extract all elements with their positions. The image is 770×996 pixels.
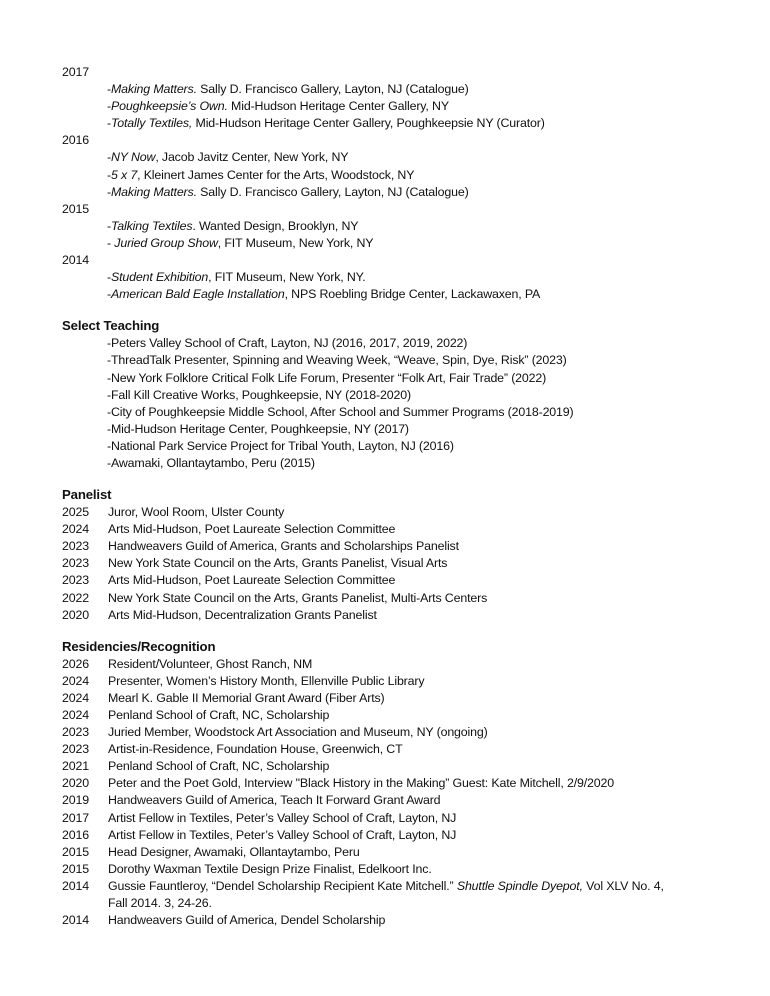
teaching-item: -Awamaki, Ollantaytambo, Peru (2015): [107, 455, 315, 470]
exhibitions-section: [62, 64, 762, 303]
panelist-row: [62, 607, 762, 624]
row-text: Artist Fellow in Textiles, Peter’s Valley School of Craft, Layton, NJ: [108, 810, 457, 825]
row-year: 2023: [62, 539, 89, 554]
teaching-item: -ThreadTalk Presenter, Spinning and Weaving Week, “Weave, Spin, Dye, Risk” (2023): [107, 353, 567, 368]
panelist-row: [62, 590, 762, 607]
section-heading-teaching: Select Teaching: [62, 318, 160, 334]
cv-page: [62, 64, 762, 929]
row-year: 2023: [62, 725, 89, 740]
exhibition-year: 2014: [62, 253, 89, 268]
row-year: 2026: [62, 656, 89, 671]
row-year: 2024: [62, 708, 89, 722]
row-year: 2017: [62, 810, 89, 825]
row-text: Arts Mid-Hudson, Poet Laureate Selection Committee: [108, 573, 396, 588]
row-year: 2023: [62, 573, 89, 588]
row-text: Juried Member, Woodstock Art Association and Museum, NY (ongoing): [108, 725, 488, 740]
panelist-row: [62, 538, 762, 555]
exhibition-item: -Totally Textiles, Mid-Hudson Heritage Center Gallery, Poughkeepsie NY (Curator): [107, 116, 545, 131]
row-text: Handweavers Guild of America, Grants and Scholarships Panelist: [108, 539, 459, 554]
teaching-item: -New York Folklore Critical Folk Life Forum, Presenter “Folk Art, Fair Trade” (2022): [107, 370, 547, 385]
panelist-section: [62, 486, 762, 624]
citation-row: [62, 878, 762, 895]
residency-row: [62, 810, 762, 827]
residency-row: [62, 690, 762, 707]
row-text: New York State Council on the Arts, Grants Panelist, Multi-Arts Centers: [108, 590, 488, 605]
panelist-row: [62, 572, 762, 589]
row-text: Penland School of Craft, NC, Scholarship: [108, 759, 330, 774]
exhibition-year: 2016: [62, 133, 89, 148]
exhibition-item: -Talking Textiles. Wanted Design, Brooklyn, NY: [107, 218, 359, 233]
row-text: Presenter, Women’s History Month, Ellenville Public Library: [108, 673, 425, 688]
row-year: 2024: [62, 522, 89, 537]
residency-row: [62, 844, 762, 861]
row-year: 2021: [62, 759, 89, 774]
exhibition-item: -Making Matters. Sally D. Francisco Gallery, Layton, NJ (Catalogue): [107, 82, 469, 97]
residency-row: [62, 775, 762, 792]
row-text: Dorothy Waxman Textile Design Prize Finalist, Edelkoort Inc.: [108, 861, 432, 876]
teaching-section: [62, 317, 762, 472]
panelist-row: [62, 504, 762, 521]
exhibition-year: 2015: [62, 201, 89, 216]
exhibition-item: -American Bald Eagle Installation, NPS Roebling Bridge Center, Lackawaxen, PA: [107, 287, 541, 302]
row-year: 2016: [62, 827, 89, 842]
teaching-item: -Fall Kill Creative Works, Poughkeepsie, NY (2018-2020): [107, 387, 411, 402]
residency-row: [62, 724, 762, 741]
row-text: Head Designer, Awamaki, Ollantaytambo, Peru: [108, 844, 360, 859]
row-text: Peter and the Poet Gold, Interview "Black History in the Making” Guest: Kate Mitchell, 2/9/2020: [108, 776, 614, 791]
row-year: 2024: [62, 690, 89, 705]
row-year: 2023: [62, 556, 89, 571]
row-year: 2025: [62, 505, 89, 520]
row-year: 2015: [62, 844, 89, 859]
row-year: 2015: [62, 861, 89, 876]
panelist-row: [62, 521, 762, 538]
row-year: 2024: [62, 673, 89, 688]
row-year: 2014: [62, 913, 89, 928]
residency-row: [62, 912, 762, 929]
residency-row: [62, 656, 762, 673]
row-text: Resident/Volunteer, Ghost Ranch, NM: [108, 656, 313, 671]
teaching-item: -Mid-Hudson Heritage Center, Poughkeepsie, NY (2017): [107, 421, 409, 436]
row-year: 2022: [62, 590, 89, 605]
residency-row: [62, 758, 762, 775]
row-text: Mearl K. Gable II Memorial Grant Award (Fiber Arts): [108, 690, 385, 705]
row-text: Handweavers Guild of America, Teach It Forward Grant Award: [108, 793, 441, 808]
teaching-item: -Peters Valley School of Craft, Layton, NJ (2016, 2017, 2019, 2022): [107, 336, 468, 351]
residency-row: [62, 741, 762, 758]
row-text: New York State Council on the Arts, Grants Panelist, Visual Arts: [108, 556, 448, 571]
exhibition-item: -Poughkeepsie’s Own. Mid-Hudson Heritage Center Gallery, NY: [107, 99, 449, 114]
panelist-row: [62, 555, 762, 572]
row-text: Handweavers Guild of America, Dendel Scholarship: [108, 913, 386, 928]
exhibition-item: -5 x 7, Kleinert James Center for the Arts, Woodstock, NY: [107, 167, 415, 182]
row-year: 2014: [62, 878, 89, 893]
residencies-section: [62, 638, 762, 930]
exhibition-item: -Making Matters. Sally D. Francisco Gallery, Layton, NJ (Catalogue): [107, 184, 469, 199]
row-text: Gussie Fauntleroy, “Dendel Scholarship Recipient Kate Mitchell.” Shuttle Spindle Dyepot, Vol XLV No. 4,: [108, 878, 664, 893]
row-text: Artist-in-Residence, Foundation House, Greenwich, CT: [108, 742, 403, 757]
teaching-item: -City of Poughkeepsie Middle School, After School and Summer Programs (2018-2019): [107, 404, 574, 419]
row-text: Artist Fellow in Textiles, Peter’s Valley School of Craft, Layton, NJ: [108, 827, 457, 842]
row-text: Arts Mid-Hudson, Decentralization Grants Panelist: [108, 607, 377, 622]
row-year: 2020: [62, 776, 89, 791]
journal-title: Shuttle Spindle Dyepot,: [456, 878, 583, 893]
row-year: 2020: [62, 607, 89, 622]
teaching-item: -National Park Service Project for Tribal Youth, Layton, NJ (2016): [107, 438, 454, 453]
residency-row: [62, 827, 762, 844]
row-text: Juror, Wool Room, Ulster County: [108, 505, 285, 520]
row-year: 2019: [62, 793, 89, 808]
residency-row: [62, 792, 762, 809]
citation-continuation: Fall 2014. 3, 24-26.: [108, 896, 212, 911]
row-text: Penland School of Craft, NC, Scholarship: [108, 708, 330, 722]
exhibition-item: - Juried Group Show, FIT Museum, New York, NY: [107, 235, 374, 250]
residency-row: [62, 673, 762, 690]
exhibition-year: 2017: [62, 65, 89, 79]
section-heading-residencies: Residencies/Recognition: [62, 638, 216, 654]
section-heading-panelist: Panelist: [62, 487, 112, 503]
row-text: Arts Mid-Hudson, Poet Laureate Selection Committee: [108, 522, 396, 537]
row-year: 2023: [62, 742, 89, 757]
exhibition-item: -Student Exhibition, FIT Museum, New York, NY.: [107, 270, 366, 285]
residency-row: [62, 861, 762, 878]
residency-row: [62, 707, 762, 724]
exhibition-item: -NY Now, Jacob Javitz Center, New York, NY: [107, 150, 349, 165]
